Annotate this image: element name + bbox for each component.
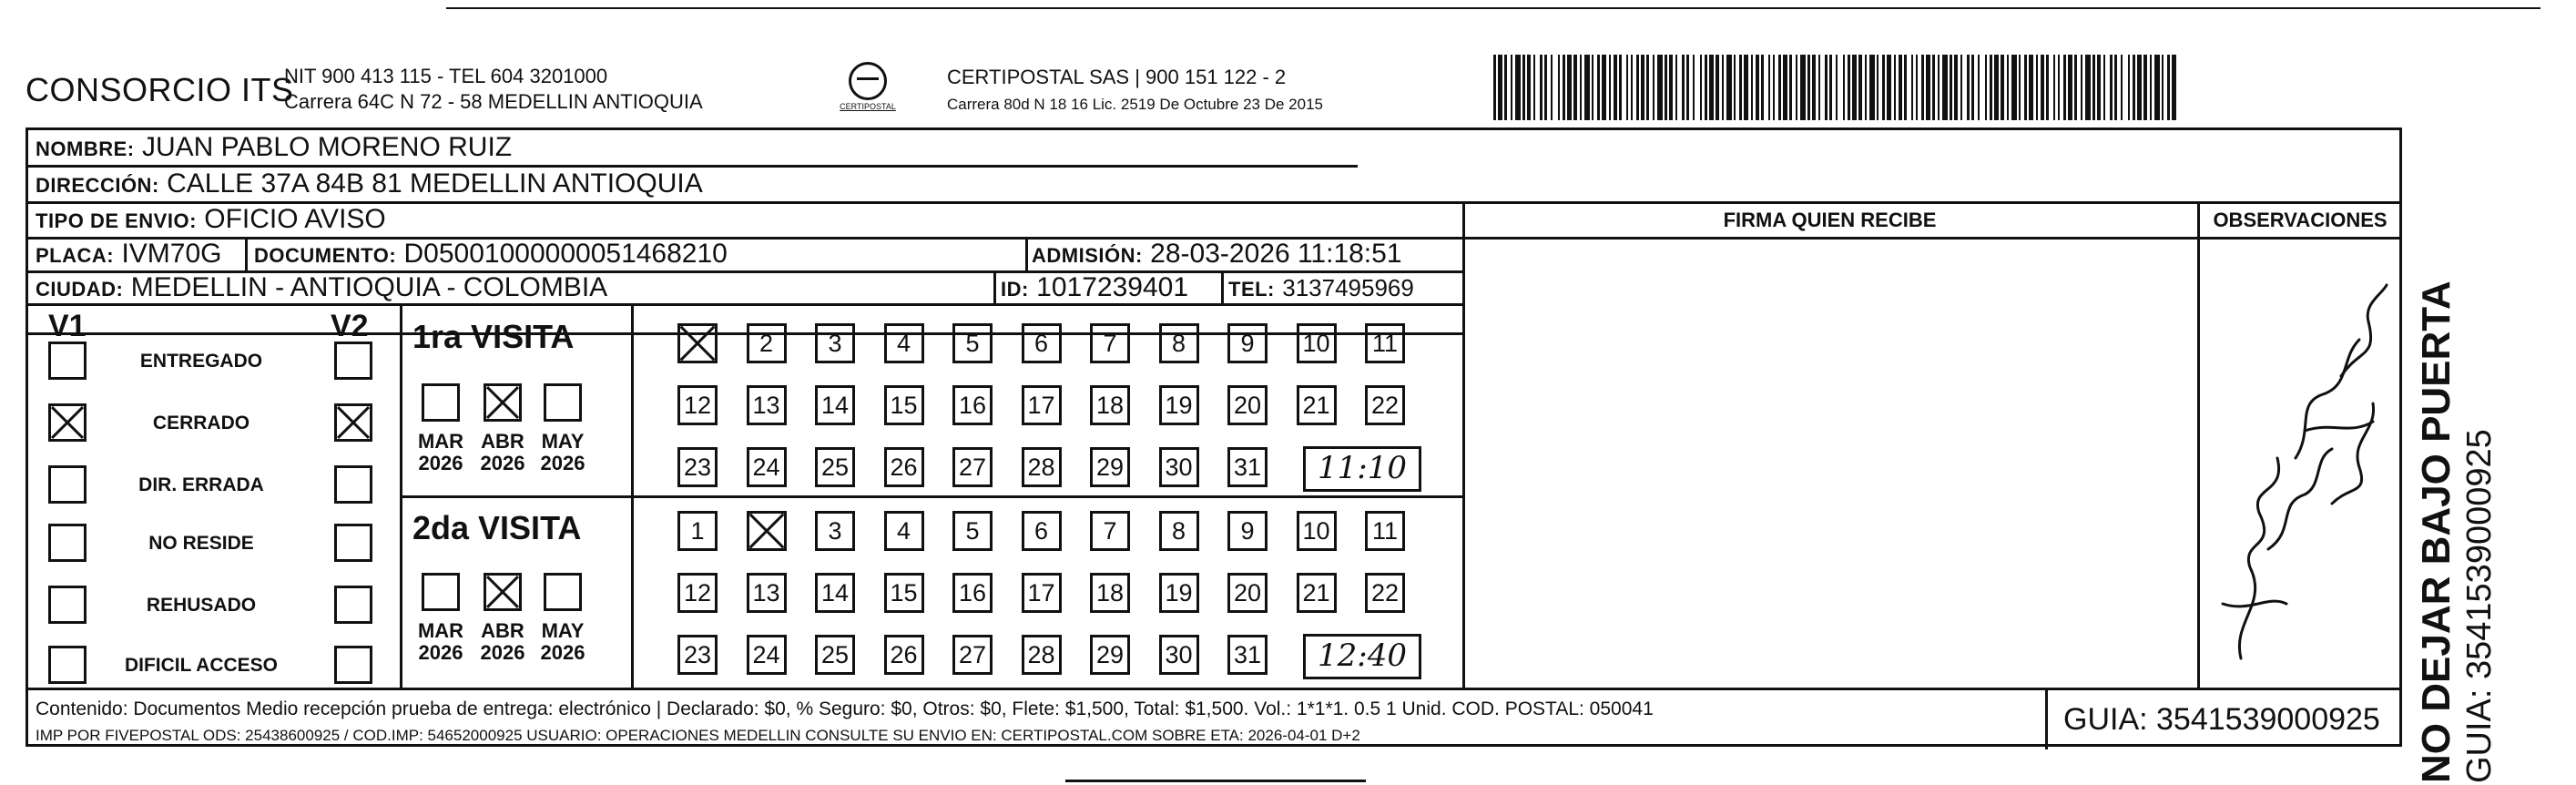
day-box[interactable]: 18 [1090,573,1130,613]
visita1-title: 1ra VISITA [412,318,575,355]
placa-label: PLACA: [36,244,115,267]
company-address: Carrera 64C N 72 - 58 MEDELLIN ANTIOQUIA [284,90,703,113]
day-box[interactable]: 3 [815,511,855,551]
col-divider [1221,270,1224,303]
day-box[interactable]: 30 [1159,635,1199,675]
day-box[interactable]: 4 [884,511,924,551]
visita1-time: 11:10 [1303,446,1421,492]
v1-checkbox[interactable] [48,465,87,504]
month-name: MAR [417,619,464,642]
day-box[interactable]: 24 [747,447,787,487]
day-box[interactable]: 28 [1022,447,1062,487]
day-box[interactable]: 30 [1159,447,1199,487]
day-box[interactable]: 25 [815,635,855,675]
certipostal-logo [836,62,900,111]
day-box[interactable]: 8 [1159,511,1199,551]
id-value: 1017239401 [1036,272,1189,302]
day-box[interactable]: 14 [815,573,855,613]
day-box[interactable]: 7 [1090,511,1130,551]
firma-header: FIRMA QUIEN RECIBE [1723,209,1937,231]
direccion-label: DIRECCIÓN: [36,174,159,197]
month-year: 2026 [540,641,585,664]
v2-checkbox[interactable] [334,342,372,380]
documento-label: DOCUMENTO: [254,244,397,267]
footer-contenido: Contenido: Documentos Medio recepción prueba de entrega: electrónico | Declarado: $0, % Seguro: $0, Otros: $0, Flete: $1,500, Total: $1,500. Vol.: 1*1*1. 0.5 1 Unid. COD. POSTAL: 050041 [36,698,1654,719]
status-label: ENTREGADO [139,351,263,372]
day-box[interactable]: 9 [1227,323,1268,363]
tipo-envio-value: OFICIO AVISO [204,204,386,234]
day-box[interactable]: 24 [747,635,787,675]
day-box[interactable]: 7 [1090,323,1130,363]
day-box[interactable]: 27 [952,447,993,487]
side-warning: NO DEJAR BAJO PUERTA [2414,280,2459,783]
id-label: ID: [1001,278,1029,301]
month-year: 2026 [418,452,463,474]
day-box[interactable]: 26 [884,635,924,675]
footer-guia: GUIA: 3541539000925 [2063,702,2380,737]
nombre-field [36,132,512,163]
nombre-label: NOMBRE: [36,138,135,160]
status-label: DIR. ERRADA [138,474,264,495]
day-box[interactable]: 16 [952,385,993,425]
tel-label: TEL: [1228,278,1275,301]
day-box[interactable]: 31 [1227,635,1268,675]
logo-text: CERTIPOSTAL [840,102,896,111]
col-divider [993,270,996,303]
day-box[interactable]: 20 [1227,573,1268,613]
admision-value: 28-03-2026 11:18:51 [1150,239,1402,269]
scan-edge-top [446,7,2540,9]
tipo-envio-label: TIPO DE ENVIO: [36,209,197,232]
day-box[interactable]: 17 [1022,573,1062,613]
status-label: DIFICIL ACCESO [124,655,278,676]
v1-header: V1 [48,309,87,343]
day-box[interactable]: 15 [884,385,924,425]
month-year: 2026 [540,452,585,474]
day-box[interactable]: 19 [1159,573,1199,613]
documento-value: D05001000000051468210 [403,239,728,269]
id-field [1001,272,1188,303]
day-box[interactable]: 13 [747,573,787,613]
v1-checkbox[interactable] [48,646,87,684]
day-box[interactable]: 22 [1365,573,1405,613]
certipostal-license: Carrera 80d N 18 16 Lic. 2519 De Octubre 23 De 2015 [947,96,1323,113]
v1-checkbox[interactable] [48,403,87,442]
month-name: MAR [417,430,464,453]
day-box[interactable]: 25 [815,447,855,487]
col-divider [245,237,248,270]
side-guia: GUIA: 3541539000925 [2460,429,2499,783]
col-divider [1462,201,1465,688]
ciudad-label: CIUDAD: [36,278,124,301]
month-label [473,431,533,474]
tel-field [1228,272,1414,303]
day-box[interactable]: 29 [1090,447,1130,487]
v1-checkbox[interactable] [48,342,87,380]
day-box[interactable]: 3 [815,323,855,363]
day-box[interactable]: 21 [1297,573,1337,613]
v2-header: V2 [331,309,369,343]
row-divider [400,495,1462,498]
month-checkbox[interactable] [544,383,582,422]
row-divider [28,303,1462,306]
ciudad-value: MEDELLIN - ANTIOQUIA - COLOMBIA [130,272,608,302]
day-box[interactable]: 12 [677,385,718,425]
month-label [473,620,533,664]
month-label [533,431,593,474]
logo-icon [849,62,887,100]
tel-value: 3137495969 [1282,274,1414,301]
company-name: CONSORCIO ITS [25,71,294,108]
month-name: ABR [481,430,524,453]
company-nit: NIT 900 413 115 - TEL 604 3201000 [284,65,608,87]
tipo-envio-field [36,204,386,235]
v1-checkbox[interactable] [48,524,87,562]
day-box[interactable]: 29 [1090,635,1130,675]
direccion-value: CALLE 37A 84B 81 MEDELLIN ANTIOQUIA [167,168,703,199]
month-label [533,620,593,664]
day-box[interactable]: 6 [1022,511,1062,551]
day-box[interactable]: 14 [815,385,855,425]
day-box[interactable]: 2 [747,323,787,363]
v1-checkbox[interactable] [48,586,87,624]
direccion-field [36,168,703,199]
admision-field [1032,239,1402,270]
month-name: MAY [541,619,585,642]
day-box[interactable]: 28 [1022,635,1062,675]
day-box[interactable]: 17 [1022,385,1062,425]
month-year: 2026 [480,641,525,664]
scan-edge-bottom [1065,780,1366,782]
visita2-time: 12:40 [1303,634,1421,679]
barcode [1493,55,2176,120]
visita2-title: 2da VISITA [412,509,582,546]
day-box[interactable]: 13 [747,385,787,425]
month-label [411,620,471,664]
day-box[interactable]: 5 [952,323,993,363]
company-info [284,64,703,115]
certipostal-info [947,64,1323,118]
placa-value: IVM70G [121,239,222,269]
v2-checkbox[interactable] [334,586,372,624]
day-box[interactable]: 15 [884,573,924,613]
day-box[interactable]: 18 [1090,385,1130,425]
month-checkbox[interactable] [484,573,522,611]
month-checkbox[interactable] [422,383,460,422]
month-name: MAY [541,430,585,453]
col-divider [2197,201,2200,688]
col-divider [1025,237,1028,270]
admision-label: ADMISIÓN: [1032,244,1143,267]
day-box[interactable]: 12 [677,573,718,613]
day-box[interactable] [747,511,787,551]
v2-checkbox[interactable] [334,465,372,504]
month-label [411,431,471,474]
day-box[interactable]: 8 [1159,323,1199,363]
status-label: REHUSADO [146,595,257,616]
day-box[interactable]: 19 [1159,385,1199,425]
month-checkbox[interactable] [422,573,460,611]
day-box[interactable]: 11 [1365,323,1405,363]
day-box[interactable]: 31 [1227,447,1268,487]
row-divider [28,165,1358,168]
v2-checkbox[interactable] [334,524,372,562]
documento-field [254,239,728,270]
day-box[interactable]: 26 [884,447,924,487]
v2-checkbox[interactable] [334,646,372,684]
day-box[interactable]: 10 [1297,323,1337,363]
day-box[interactable]: 11 [1365,511,1405,551]
day-box[interactable]: 21 [1297,385,1337,425]
ciudad-field [36,272,607,303]
handwritten-signature [2214,276,2396,677]
certipostal-name: CERTIPOSTAL SAS | 900 151 122 - 2 [947,66,1287,88]
day-box[interactable]: 16 [952,573,993,613]
observaciones-header: OBSERVACIONES [2213,209,2388,231]
day-box[interactable]: 22 [1365,385,1405,425]
col-divider [2045,688,2048,749]
day-box[interactable] [677,323,718,363]
day-box[interactable]: 20 [1227,385,1268,425]
v2-checkbox[interactable] [334,403,372,442]
day-box[interactable]: 23 [677,635,718,675]
day-box[interactable]: 6 [1022,323,1062,363]
footer-impresion: IMP POR FIVEPOSTAL ODS: 25438600925 / COD.IMP: 54652000925 USUARIO: OPERACIONES MEDELLIN CONSULTE SU ENVIO EN: CERTIPOSTAL.COM SOBRE ETA: 2026-04-01 D+2 [36,727,1360,744]
day-box[interactable]: 4 [884,323,924,363]
day-box[interactable]: 5 [952,511,993,551]
month-name: ABR [481,619,524,642]
day-box[interactable]: 9 [1227,511,1268,551]
side-label [2413,280,2499,783]
month-year: 2026 [480,452,525,474]
month-year: 2026 [418,641,463,664]
day-box[interactable]: 27 [952,635,993,675]
barcode-bar [2172,55,2176,120]
day-box[interactable]: 23 [677,447,718,487]
day-box[interactable]: 10 [1297,511,1337,551]
status-label: CERRADO [152,413,250,433]
month-checkbox[interactable] [544,573,582,611]
nombre-value: JUAN PABLO MORENO RUIZ [141,132,513,162]
status-label: NO RESIDE [148,533,254,554]
delivery-form [25,127,2402,747]
day-box[interactable]: 1 [677,511,718,551]
month-checkbox[interactable] [484,383,522,422]
placa-field [36,239,222,270]
